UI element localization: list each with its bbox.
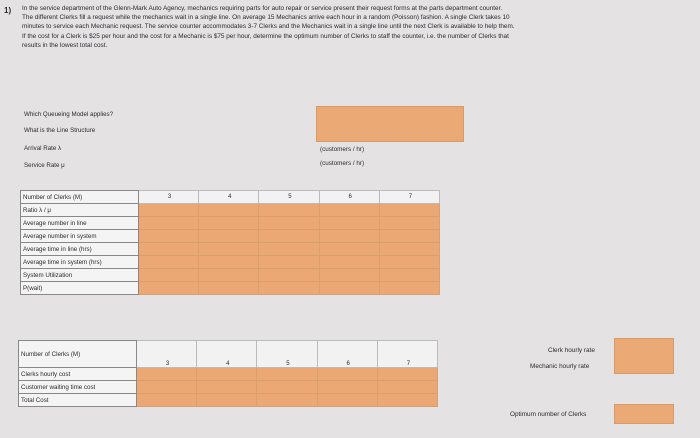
model-answer-field[interactable] bbox=[316, 106, 464, 142]
answer-cell[interactable] bbox=[379, 230, 439, 243]
answer-cell[interactable] bbox=[197, 394, 257, 407]
column-header: 4 bbox=[197, 341, 257, 368]
table-row bbox=[21, 243, 440, 256]
answer-cell[interactable] bbox=[259, 230, 319, 243]
table-header-row bbox=[19, 341, 438, 368]
answer-cell[interactable] bbox=[199, 204, 259, 217]
answer-cell[interactable] bbox=[379, 243, 439, 256]
header-label: Number of Clerks (M) bbox=[19, 341, 137, 368]
answer-cell[interactable] bbox=[319, 230, 379, 243]
problem-line: If the cost for a Clerk is $25 per hour and the cost for a Mechanic is $75 per hour, determine the optimum number of Clerks to staff the counter, i.e. the number of Clerks that bbox=[22, 32, 509, 40]
queue-metrics-table bbox=[20, 190, 440, 295]
structure-question: What is the Line Structure bbox=[24, 127, 96, 134]
answer-cell[interactable] bbox=[259, 269, 319, 282]
row-label: Average number in system bbox=[21, 230, 139, 243]
column-header: 3 bbox=[137, 341, 197, 368]
answer-cell[interactable] bbox=[139, 243, 199, 256]
answer-cell[interactable] bbox=[199, 243, 259, 256]
row-label: Average time in system (hrs) bbox=[21, 256, 139, 269]
column-header: 4 bbox=[199, 191, 259, 204]
answer-cell[interactable] bbox=[317, 368, 377, 381]
row-label: Average number in line bbox=[21, 217, 139, 230]
table-row bbox=[19, 368, 438, 381]
cost-table bbox=[18, 340, 438, 407]
answer-cell[interactable] bbox=[199, 230, 259, 243]
answer-cell[interactable] bbox=[139, 282, 199, 295]
table-row bbox=[21, 217, 440, 230]
row-label: Customer waiting time cost bbox=[19, 381, 137, 394]
mechanic-rate-label: Mechanic hourly rate bbox=[530, 363, 590, 370]
arrival-unit: (customers / hr) bbox=[320, 146, 365, 153]
rate-input-field[interactable] bbox=[614, 338, 674, 374]
table-header-row bbox=[21, 191, 440, 204]
answer-cell[interactable] bbox=[139, 269, 199, 282]
answer-cell[interactable] bbox=[257, 394, 317, 407]
answer-cell[interactable] bbox=[199, 256, 259, 269]
problem-statement bbox=[22, 4, 662, 50]
answer-cell[interactable] bbox=[377, 381, 437, 394]
column-header: 7 bbox=[377, 341, 437, 368]
column-header: 7 bbox=[379, 191, 439, 204]
problem-line: minutes to service each Mechanic request. The service counter accommodates 3-7 Clerks and the Mechanics wait in a single line until the next Clerk is available to help them. bbox=[22, 23, 515, 31]
answer-cell[interactable] bbox=[379, 256, 439, 269]
answer-cell[interactable] bbox=[259, 282, 319, 295]
answer-cell[interactable] bbox=[259, 217, 319, 230]
row-label: Clerks hourly cost bbox=[19, 368, 137, 381]
answer-cell[interactable] bbox=[317, 381, 377, 394]
header-label: Number of Clerks (M) bbox=[21, 191, 139, 204]
answer-cell[interactable] bbox=[197, 368, 257, 381]
service-unit: (customers / hr) bbox=[320, 160, 365, 167]
table-row bbox=[21, 256, 440, 269]
table-row bbox=[21, 269, 440, 282]
answer-cell[interactable] bbox=[199, 282, 259, 295]
problem-line: In the service department of the Glenn-Mark Auto Agency, mechanics requiring parts for auto repair or service present their request forms at the parts department counter. bbox=[22, 5, 503, 12]
optimum-label: Optimum number of Clerks bbox=[510, 411, 587, 418]
row-label: P(wait) bbox=[21, 282, 139, 295]
optimum-input-field[interactable] bbox=[614, 404, 674, 424]
answer-cell[interactable] bbox=[257, 368, 317, 381]
table-row bbox=[21, 230, 440, 243]
answer-cell[interactable] bbox=[319, 217, 379, 230]
answer-cell[interactable] bbox=[139, 230, 199, 243]
answer-cell[interactable] bbox=[139, 256, 199, 269]
question-number: 1) bbox=[4, 6, 12, 15]
answer-cell[interactable] bbox=[259, 204, 319, 217]
model-question: Which Queueing Model applies? bbox=[24, 111, 114, 118]
answer-cell[interactable] bbox=[379, 204, 439, 217]
answer-cell[interactable] bbox=[139, 217, 199, 230]
row-label: Total Cost bbox=[19, 394, 137, 407]
answer-cell[interactable] bbox=[137, 394, 197, 407]
table-row bbox=[21, 204, 440, 217]
answer-cell[interactable] bbox=[317, 394, 377, 407]
clerk-rate-label: Clerk hourly rate bbox=[548, 347, 595, 354]
table-row bbox=[19, 381, 438, 394]
answer-cell[interactable] bbox=[379, 282, 439, 295]
answer-cell[interactable] bbox=[319, 243, 379, 256]
service-rate-label: Service Rate μ bbox=[24, 162, 65, 169]
answer-cell[interactable] bbox=[259, 243, 319, 256]
answer-cell[interactable] bbox=[137, 368, 197, 381]
answer-cell[interactable] bbox=[319, 256, 379, 269]
answer-cell[interactable] bbox=[139, 204, 199, 217]
column-header: 5 bbox=[259, 191, 319, 204]
answer-cell[interactable] bbox=[319, 204, 379, 217]
answer-cell[interactable] bbox=[259, 256, 319, 269]
answer-cell[interactable] bbox=[199, 217, 259, 230]
row-label: Ratio λ / μ bbox=[21, 204, 139, 217]
answer-cell[interactable] bbox=[319, 282, 379, 295]
table-row bbox=[19, 394, 438, 407]
answer-cell[interactable] bbox=[137, 381, 197, 394]
answer-cell[interactable] bbox=[319, 269, 379, 282]
row-label: Average time in line (hrs) bbox=[21, 243, 139, 256]
answer-cell[interactable] bbox=[379, 269, 439, 282]
answer-cell[interactable] bbox=[377, 394, 437, 407]
row-label: System Utilization bbox=[21, 269, 139, 282]
column-header: 5 bbox=[257, 341, 317, 368]
answer-cell[interactable] bbox=[379, 217, 439, 230]
column-header: 6 bbox=[319, 191, 379, 204]
column-header: 3 bbox=[139, 191, 199, 204]
answer-cell[interactable] bbox=[257, 381, 317, 394]
table-row bbox=[21, 282, 440, 295]
answer-cell[interactable] bbox=[377, 368, 437, 381]
answer-cell[interactable] bbox=[199, 269, 259, 282]
problem-line: results in the lowest total cost. bbox=[22, 41, 108, 49]
arrival-rate-label: Arrival Rate λ bbox=[24, 145, 62, 152]
answer-cell[interactable] bbox=[197, 381, 257, 394]
column-header: 6 bbox=[317, 341, 377, 368]
problem-line: The different Clerks fill a request while the mechanics wait in a single line. On average 15 Mechanics arrive each hour in a random (Poisson) fashion. A single Clerk takes 10 bbox=[22, 14, 510, 22]
